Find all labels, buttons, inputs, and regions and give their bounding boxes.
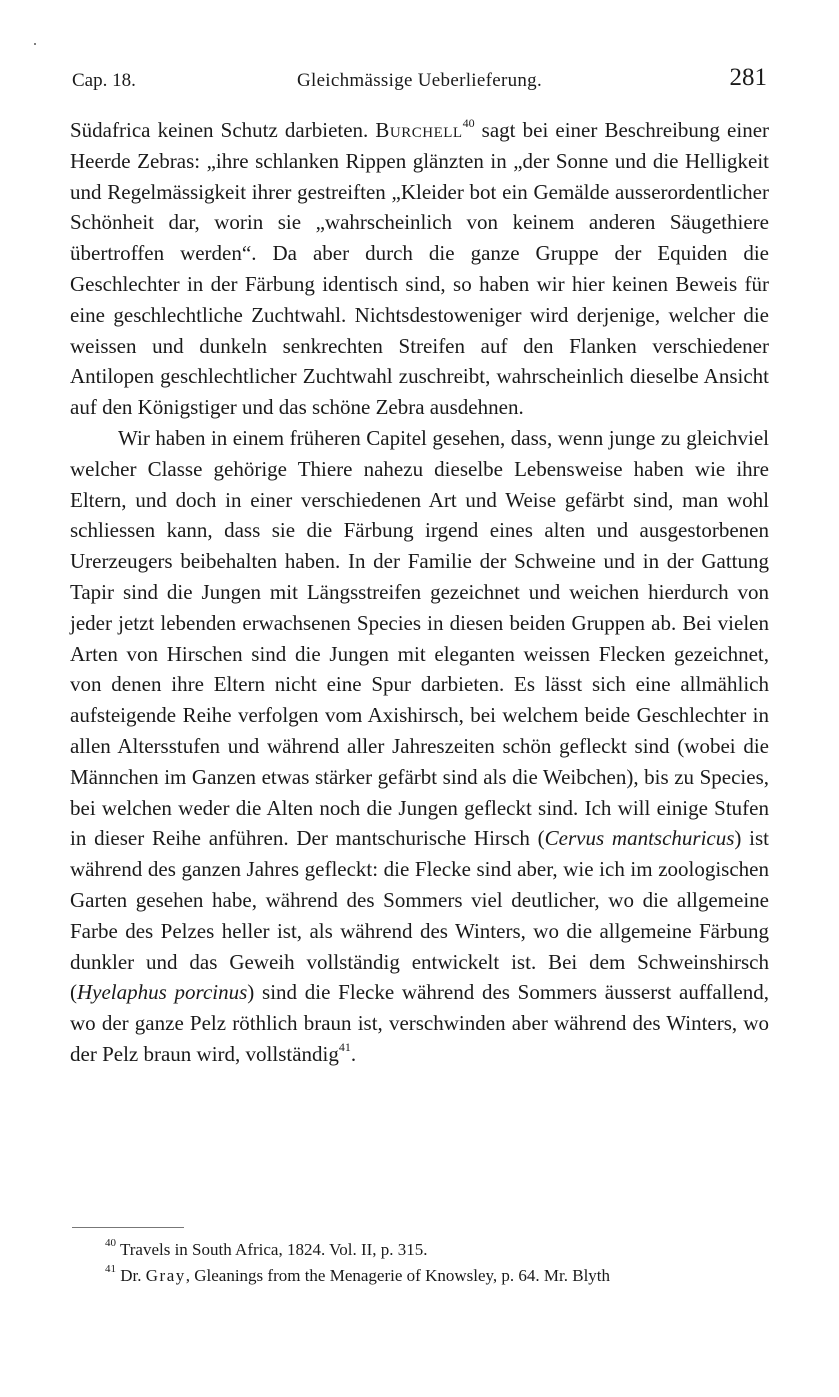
footnote-author-name: Gray — [145, 1266, 186, 1285]
footnote-ref-40: 40 — [462, 116, 475, 130]
footnote-divider — [72, 1227, 184, 1228]
footnote-prefix: Dr. — [120, 1266, 146, 1285]
species-name-hyelaphus: Hyelaphus porcinus — [77, 980, 248, 1005]
author-name: Burchell — [375, 118, 463, 142]
footnotes — [105, 1237, 769, 1289]
page-number: 281 — [729, 64, 767, 91]
footnote-text: , Gleanings from the Menagerie of Knowsley, p. 64. Mr. Blyth — [185, 1266, 611, 1285]
species-name-cervus: Cervus mantschuricus — [544, 826, 735, 851]
running-header — [72, 64, 767, 98]
footnote-text: Travels in South Africa, 1824. Vol. II, p. 315. — [119, 1240, 428, 1259]
paragraph-2 — [70, 423, 769, 1070]
paragraph-1 — [70, 115, 769, 423]
paragraph-2-text-a: Wir haben in einem früheren Capitel gesehen, dass, wenn junge zu gleichviel welcher Classe gehörige Thiere nahezu dieselbe Lebensweise haben wie ihre Eltern, und doch in einer verschiedenen Art und Weise gefärbt sind, man wohl schliessen kann, dass sie die Färbung irgend eines alten und ausgestorbenen Urerzeugers beibehalten haben. In der Familie der Schweine und in der Gattung Tapir sind die Jungen mit Längsstreifen gezeichnet und weichen hierdurch von jeder jetzt lebenden erwachsenen Species in diesen beiden Gruppen ab. Bei vielen Arten von Hirschen sind die Jungen mit eleganten weissen Flecken gezeichnet, von denen ihre Eltern nicht eine Spur darbieten. Es lässt sich eine allmählich aufsteigende Reihe verfolgen vom Axishirsch, bei welchem beide Geschlechter in allen Altersstufen und während aller Jahreszeiten schön gefleckt sind (wobei die Männchen im Ganzen etwas stärker gefärbt sind als die Weibchen), bis zu Species, bei welchen weder die Alten noch die Jungen gefleckt sind. Ich will einige Stufen in dieser Reihe anführen. Der mantschurische Hirsch ( — [70, 425, 769, 851]
footnote-41 — [105, 1263, 769, 1289]
chapter-label: Cap. 18. — [72, 70, 136, 91]
footnote-ref-41: 41 — [338, 1039, 351, 1054]
paragraph-1-text-b: sagt bei einer Beschreibung einer Heerde Zebras: „ihre schlanken Rippen glänzten in „der Sonne und die Helligkeit und Regelmässigkeit ihrer gestreiften „Kleider bot ein Gemälde ausserordentlicher Schönheit dar, worin sie „wahrscheinlich von keinem anderen Säugethiere übertroffen werden“. Da aber durch die ganze Gruppe der Equiden die Geschlechter in der Färbung identisch sind, so haben wir hier keinen Beweis für eine geschlechtliche Zuchtwahl. Nichtsdestoweniger wird derjenige, welcher die weissen und dunkeln senkrechten Streifen auf den Flanken verschiedener Antilopen geschlechtlicher Zuchtwahl zuschreibt, wahrscheinlich dieselbe Ansicht auf den Königstiger und das schöne Zebra ausdehnen. — [70, 118, 770, 420]
speck — [34, 43, 36, 45]
running-title: Gleichmässige Ueberlieferung. — [296, 70, 543, 91]
paragraph-2-text-b: ) ist während des ganzen Jahres gefleckt: die Flecke sind aber, wie ich im zoologischen Garten gesehen habe, während des Sommers viel deutlicher, wo die allgemeine Farbe des Pelzes heller ist, als während des Winters, wo die allgemeine Färbung dunkler und das Geweih vollständig entwickelt ist. Bei dem Schweinshirsch ( — [70, 826, 770, 1005]
footnote-number: 40 — [105, 1237, 116, 1249]
footnote-40 — [105, 1237, 769, 1263]
paragraph-1-text-a: Südafrica keinen Schutz darbieten. — [70, 118, 376, 142]
paragraph-2-text-d: . — [350, 1041, 357, 1066]
paragraph-2-text-c: ) sind die Flecke während des Sommers äusserst auffallend, wo der ganze Pelz röthlich braun ist, verschwinden aber während des Winters, wo der Pelz braun wird, vollständig — [70, 980, 769, 1066]
main-text — [70, 115, 769, 1070]
footnote-number: 41 — [105, 1263, 116, 1275]
